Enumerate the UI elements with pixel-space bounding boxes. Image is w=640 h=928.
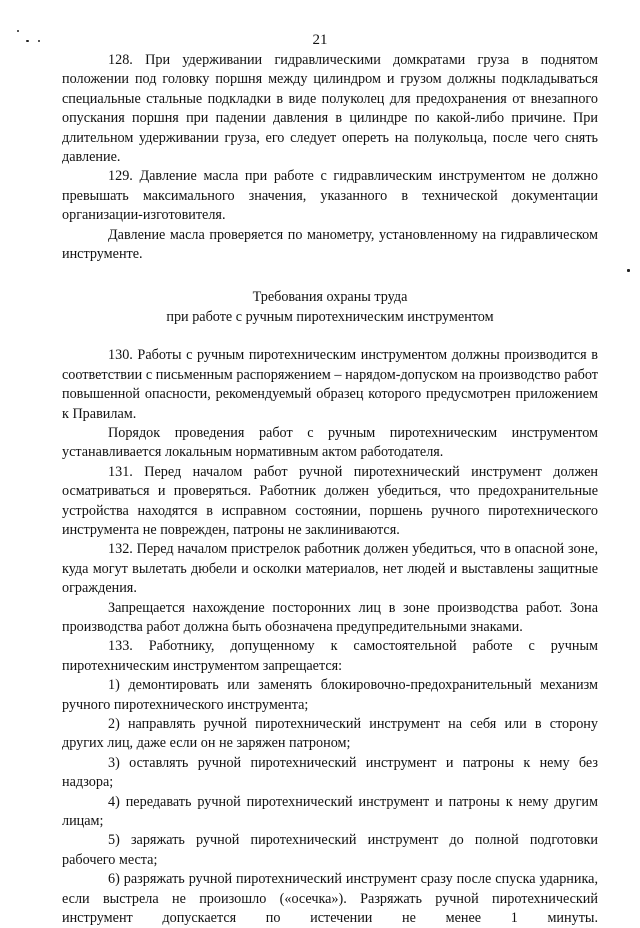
scan-speck: [17, 30, 19, 32]
paragraph-oil-pressure: Давление масла проверяется по манометру, установленному на гидравлическом инструменте.: [62, 226, 598, 263]
paragraph-130: 130. Работы с ручным пиротехническим инструментом должны производится в соответствии с письменным распоряжением – нарядом-допуском на производство работ повышенной опасности, рекомендуемый образец которого предусмотрен приложением к Правилам.: [62, 347, 598, 422]
paragraph-129: 129. Давление масла при работе с гидравлическим инструментом не должно превышать максимального значения, указанного в технической документации организации-изготовителя.: [62, 168, 598, 224]
scan-speck: [26, 40, 29, 42]
paragraph-128: 128. При удерживании гидравлическими домкратами груза в поднятом положении под головку поршня между цилиндром и грузом должны подкладываться специальные стальные подкладки в виде полуколец для предохранения от внезапного опускания поршня при падении давления в цилиндре по какой-либо причине. При длительном удерживании груза, его следует опереть на полукольца, после чего снять давление.: [62, 52, 598, 166]
section-heading: [62, 288, 598, 327]
paragraph-prohibited-presence: Запрещается нахождение посторонних лиц в зоне производства работ. Зона производства работ должна быть обозначена предупредительными знаками.: [62, 599, 598, 635]
scan-speck: [627, 269, 630, 272]
paragraph-132: 132. Перед началом пристрелок работник должен убедиться, что в опасной зоне, куда могут вылетать дюбели и осколки материалов, нет людей и выставлены защитные ограждения.: [62, 541, 598, 597]
paragraph-order: Порядок проведения работ с ручным пиротехническим инструментом устанавливается локальным нормативным актом работодателя.: [62, 424, 598, 461]
paragraph-131: 131. Перед началом работ ручной пиротехнический инструмент должен осматриваться и проверяться. Работник должен убедиться, что предохранительные устройства находятся в исправном состоянии, поршень ручного пиротехнического инструмента не поврежден, патроны не заклиниваются.: [62, 463, 598, 538]
page-number: 21: [312, 32, 328, 48]
list-item-1: 1) демонтировать или заменять блокировочно-предохранительный механизм ручного пиротехнического инструмента;: [62, 677, 598, 713]
list-item-4: 4) передавать ручной пиротехнический инструмент и патроны к нему другим лицам;: [62, 793, 598, 830]
paragraph-133: 133. Работнику, допущенному к самостоятельной работе с ручным пиротехническим инструментом запрещается:: [62, 638, 598, 674]
document-body: [62, 51, 598, 928]
list-item-3: 3) оставлять ручной пиротехнический инструмент и патроны к нему без надзора;: [62, 754, 598, 791]
list-item-2: 2) направлять ручной пиротехнический инструмент на себя или в сторону других лиц, даже если он не заряжен патроном;: [62, 716, 598, 752]
list-item-5: 5) заряжать ручной пиротехнический инструмент до полной подготовки рабочего места;: [62, 832, 598, 868]
section-heading-line-1: Требования охраны труда: [252, 289, 408, 306]
section-heading-line-2: при работе с ручным пиротехническим инструментом: [166, 308, 494, 325]
scan-speck: [38, 40, 40, 42]
list-item-6: 6) разряжать ручной пиротехнический инструмент сразу после спуска ударника, если выстрела не произошло («осечка»). Разряжать ручной пиротехнический инструмент допускается по истечении не менее 1 минуты.: [62, 871, 598, 927]
